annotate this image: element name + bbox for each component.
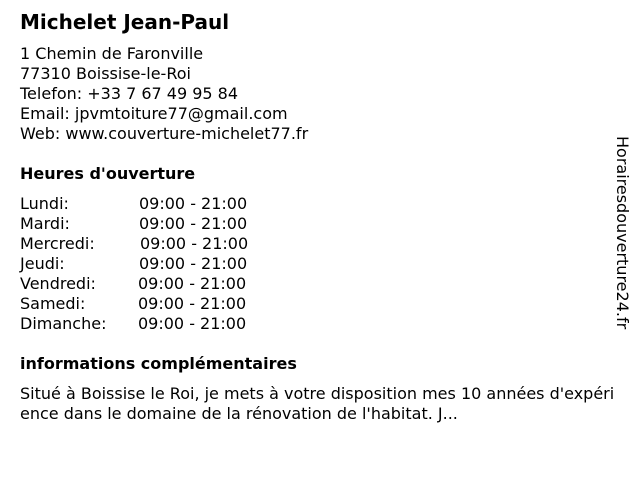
day-hours: 09:00 - 21:00 bbox=[139, 194, 248, 213]
hours-row-vendredi bbox=[20, 274, 280, 294]
day-label: Dimanche: bbox=[20, 314, 107, 333]
day-label: Lundi: bbox=[20, 194, 69, 213]
hours-row-lundi bbox=[20, 194, 280, 214]
business-name: Michelet Jean-Paul bbox=[20, 10, 230, 34]
hours-row-dimanche bbox=[20, 314, 280, 334]
day-label: Jeudi: bbox=[20, 254, 65, 273]
contact-block bbox=[20, 44, 308, 144]
opening-hours-table bbox=[20, 194, 280, 334]
hours-row-mardi bbox=[20, 214, 280, 234]
address-line-1: 1 Chemin de Faronville bbox=[20, 44, 204, 63]
hours-row-samedi bbox=[20, 294, 280, 314]
additional-info-heading: informations complémentaires bbox=[20, 354, 297, 373]
email-line: Email: jpvmtoiture77@gmail.com bbox=[20, 104, 288, 123]
day-hours: 09:00 - 21:00 bbox=[140, 234, 249, 253]
hours-row-mercredi bbox=[20, 234, 280, 254]
opening-hours-heading: Heures d'ouverture bbox=[20, 164, 196, 183]
day-hours: 09:00 - 21:00 bbox=[139, 214, 248, 233]
day-label: Mercredi: bbox=[20, 234, 95, 253]
day-hours: 09:00 - 21:00 bbox=[138, 294, 247, 313]
site-brand-vertical bbox=[612, 136, 632, 346]
site-brand-text: Horairesdouverture24.fr bbox=[613, 136, 632, 330]
day-label: Mardi: bbox=[20, 214, 70, 233]
day-hours: 09:00 - 21:00 bbox=[138, 274, 247, 293]
address-line-2: 77310 Boissise-le-Roi bbox=[20, 64, 191, 83]
phone-line: Telefon: +33 7 67 49 95 84 bbox=[20, 84, 239, 103]
web-line: Web: www.couverture-michelet77.fr bbox=[20, 124, 309, 143]
day-hours: 09:00 - 21:00 bbox=[139, 254, 248, 273]
additional-info-text: Situé à Boissise le Roi, je mets à votre disposition mes 10 années d'expérience dans le domaine de la rénovation de l'habitat. J... bbox=[20, 384, 615, 423]
day-label: Samedi: bbox=[20, 294, 86, 313]
day-label: Vendredi: bbox=[20, 274, 96, 293]
day-hours: 09:00 - 21:00 bbox=[138, 314, 247, 333]
hours-row-jeudi bbox=[20, 254, 280, 274]
